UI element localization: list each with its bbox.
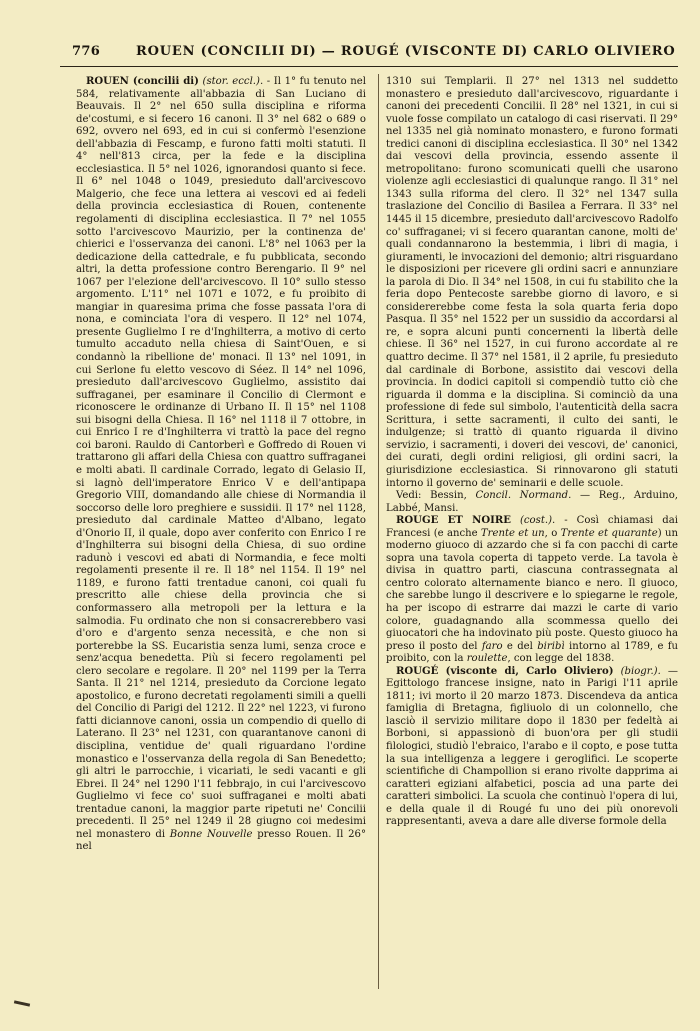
entry-body: - Così chiamasi dai Francesi (e anche bbox=[386, 515, 678, 539]
running-title: ROUEN (CONCILII DI) — ROUGÉ (VISCONTE DI) CARLO OLIVIERO bbox=[136, 44, 676, 59]
page-number: 776 bbox=[72, 44, 101, 59]
column-divider bbox=[378, 74, 379, 989]
left-column bbox=[76, 76, 366, 854]
page-header bbox=[60, 44, 680, 64]
entry-body-italic: roulette bbox=[466, 653, 508, 665]
entry-body-italic: Trente et quarante bbox=[560, 527, 658, 539]
entry-body-italic: Bonne Nouvelle bbox=[169, 828, 253, 840]
entry-rouen-references bbox=[386, 490, 678, 515]
entry-body-italic: Trente et un bbox=[480, 527, 545, 539]
entry-body-italic: biribì bbox=[537, 640, 565, 652]
entry-qualifier: (cost.). bbox=[519, 515, 556, 527]
entry-rouge-et-noire bbox=[386, 515, 678, 666]
entry-body: - Il 1° fu tenuto nel 584, relativamente all'abbazia di San Luciano di Beauvais. Il 2° nel 650 sulla disciplina e riforma de'costumi, e si fecero 16 canoni. Il 3° nel 682 o 689 o 692, ovvero nel 693, ed in cui si confermò l'esenzione dell'abbazia di Fescamp, e furono fatti molti statuti. Il 4° nell'813 circa, per la fede e la disciplina ecclesiastica. Il 5° nel 1026, ignorandosi quanto si fece. Il 6° nel 1048 o 1049, presieduto dall'arcivescovo Malgerio, che fece una lettera ai vescovi ed ai fedeli della provincia ecclesiastica di Rouen, contenente regolamenti di disciplina ecclesiastica. Il 7° nel 1055 sotto l'arcivescovo Maurizio, per la continenza de' chierici e l'osservanza dei canoni. L'8° nel 1063 per la dedicazione della cattedrale, e fu pubblicata, secondo altri, la detta professione contro Berengario. Il 9° nel 1067 per l'elezione dell'arcivescovo. Il 10° sullo stesso argomento. L'11° nel 1071 e 1072, e fu proibito di mangiar in quaresima prima che fosse passata l'ora di nona, e cominciata l'ora di vespero. Il 12° nel 1074, presente Guglielmo I re d'Inghilterra, a motivo di certo tumulto accaduto nella chiesa di Saint'Ouen, e si condannò la ribellione de' monaci. Il 13° nel 1091, in cui Serlone fu eletto vescovo di Séez. Il 14° nel 1096, presieduto dall'arcivescovo Guglielmo, assistito dai suffraganei, per esaminare il Concilio di Clermont e riconoscere le ordinanze di Urbano II. Il 15° nel 1108 sui bisogni della Chiesa. Il 16° nel 1118 il 7 ottobre, in cui Enrico I re d'Inghilterra vi trattò la pace del regno coi baroni. Rauldo di Cantorberì e Goffredo di Rouen vi trattarono gli affari della Chiesa con quattro suffraganei e molti abati. Il cardinale Corrado, legato di Gelasio II, si lagnò dell'imperatore Enrico V e dell'antipapa Gregorio VIII, domandando alle chiese di Normandia il soccorso delle loro preghiere e sussidii. Il 17° nel 1128, presieduto dal cardinale Matteo d'Albano, legato d'Onorio II, il quale, dopo aver conferito con Enrico I re d'Inghilterra sui bisogni della Chiesa, di suo ordine radunò i vescovi ed abati di Normandia, e fece molti regolamenti presente il re. Il 18° nel 1154. Il 19° nel 1189, e furono fatti trentadue canoni, coi quali fu prescritto alle chiese della provincia che si conformassero alla metropoli per la lettura e la salmodia. Fu ordinato che non si consacrerebbero vasi d'oro e d'argento senza necessità, e che non si porterebbe la SS. Eucaristia senza lumi, senza croce e senz'acqua benedetta. Più si fecero regolamenti pel clero secolare e regolare. Il 20° nel 1199 per la Terra Santa. Il 21° nel 1214, presieduto da Corcione legato apostolico, e furono decretati regolamenti simili a quelli del Concilio di Parigi del 1212. Il 22° nel 1223, vi furono fatti diciannove canoni, ossia un compendio di quello di Laterano. Il 23° nel 1231, con quarantanove canoni di disciplina, ventidue de' quali riguardano l'ordine monastico e l'osservanza della regola di San Benedetto; gli altri le parrocchie, i vicariati, le sedi vacanti e gli Ebrei. Il 24° nel 1290 l'11 febbrajo, in cui l'arcivescovo Guglielmo vi fece co' suoi suffraganei e molti abati trentadue canoni, la maggior parte ripetuti ne' Concilii precedenti. Il 25° nel 1249 il 28 giugno coi medesimi nel monastero di bbox=[76, 76, 367, 840]
entry-qualifier: (stor. eccl.). bbox=[202, 76, 264, 87]
right-column bbox=[386, 76, 678, 829]
entry-body: — Egittologo francese insigne, nato in Parigi l'11 aprile 1811; ivi morto il 20 marzo 1873. Discendeva da antica famiglia di Bretagna, figliuolo di un colonnello, che lasciò il servizio militare dopo il 1830 per fedeltà ai Borboni, si appassionò di buon'ora per gli studii filologici, studiò l'ebraico, l'arabo e il copto, e pose tutta la sua intelligenza a leggere i geroglifici. Le scoperte scientifiche di Champollion si erano rivolte dapprima ai caratteri egiziani alfabetici, poscia ad una parte dei caratteri simbolici. La scuola che continuò l'opera di lui, e della quale il di Rougé fu uno dei più onorevoli rappresentanti, aveva a dare alle diverse formole della bbox=[386, 665, 679, 828]
entry-rouen-continuation: 1310 sui Templarii. Il 27° nel 1313 nel suddetto monastero e presieduto dall'arcivescovo, riguardante i canoni dei precedenti Concilii. Il 28° nel 1321, in cui si vuole fosse compilato un catalogo di casi riservati. Il 29° nel 1335 nel già nominato monastero, e furono formati tredici canoni di disciplina ecclesiastica. Il 30° nel 1342 dai vescovi della provincia, essendo assente il metropolitano: furono scomunicati quelli che usarono violenze agli ecclesiastici di qualunque rango. Il 31° nel 1343 sulla riforma del clero. Il 32° nel 1347 sulla traslazione del Concilio di Basilea a Ferrara. Il 33° nel 1445 il 15 dicembre, presieduto dall'arcivescovo Radolfo co' suffraganei; vi si fecero quarantan canone, molti de' quali condannarono la bestemmia, i libri di magia, i giuramenti, le invocazioni del demonio; altri risguardano le disposizioni per ricevere gli ordini sacri e annunziare la parola di Dio. Il 34° nel 1508, in cui fu stabilito che la feria dopo Pentecoste sarebbe giorno di lavoro, e si considererebbe come festa la sola quarta feria dopo Pasqua. Il 35° nel 1522 per un sussidio da accordarsi al re, e sopra alcuni punti concernenti la libertà delle chiese. Il 36° nel 1527, in cui furono accordate al re quattro decime. Il 37° nel 1581, il 2 aprile, fu presieduto dal cardinale di Borbone, assistito dai vescovi della provincia. In dodici capitoli si compendiò tutto ciò che riguarda il domma e la disciplina. Si cominciò da una professione di fede sul simbolo, l'autenticità della sacra Scrittura, i sette sacramenti, il culto dei santi, le indulgenze; si trattò di quanto riguarda il divino servizio, i sacramenti, i doveri dei vescovi, de' canonici, dei curati, degli ordini religiosi, gli ordini sacri, la giurisdizione ecclesiastica. Si rinnovarono gli statuti intorno il governo de' seminarii e delle scuole. bbox=[386, 76, 678, 489]
entry-headword: ROUEN (concilii di) bbox=[86, 76, 199, 87]
entry-body: presso Rouen. Il 26° nel bbox=[76, 828, 366, 853]
entry-body: , con legge del 1838. bbox=[507, 653, 615, 665]
references-lead: Vedi: Bessin, bbox=[396, 490, 476, 502]
scan-mark bbox=[14, 1000, 30, 1006]
references-tail: — Reg., Arduino, Labbé, Mansi. bbox=[386, 490, 679, 514]
entry-body-italic: faro bbox=[481, 640, 503, 652]
entry-headword: ROUGE ET NOIRE bbox=[396, 515, 511, 527]
entry-qualifier: (biogr.). bbox=[620, 665, 661, 677]
entry-body: intorno al 1789, e fu proibito, con la bbox=[386, 640, 678, 665]
entry-rouge-visconte bbox=[386, 666, 678, 829]
entry-headword: ROUGÉ (visconte di, Carlo Oliviero) bbox=[396, 665, 614, 677]
entry-body: e del bbox=[502, 640, 538, 652]
header-rule bbox=[60, 66, 678, 67]
references-italic: Concil. Normand. bbox=[475, 490, 572, 502]
entry-rouen bbox=[76, 76, 366, 854]
entry-body: , o bbox=[544, 527, 561, 539]
entry-body: ) un moderno giuoco di azzardo che si fa con pacchi di carte sopra una tavola coperta di tappeto verde. La tavola è divisa in quattro parti, ciascuna contrassegnata al centro colorato alternamente bianco e nero. Il giuoco, che sarebbe lungo il descrivere e lo spiegarne le regole, ha per iscopo di estrarre dai mazzi le carte di vario colore, guadagnando alla scommessa quello dei giuocatori che ha indovinato più poste. Questo giuoco ha preso il posto del bbox=[386, 527, 679, 652]
